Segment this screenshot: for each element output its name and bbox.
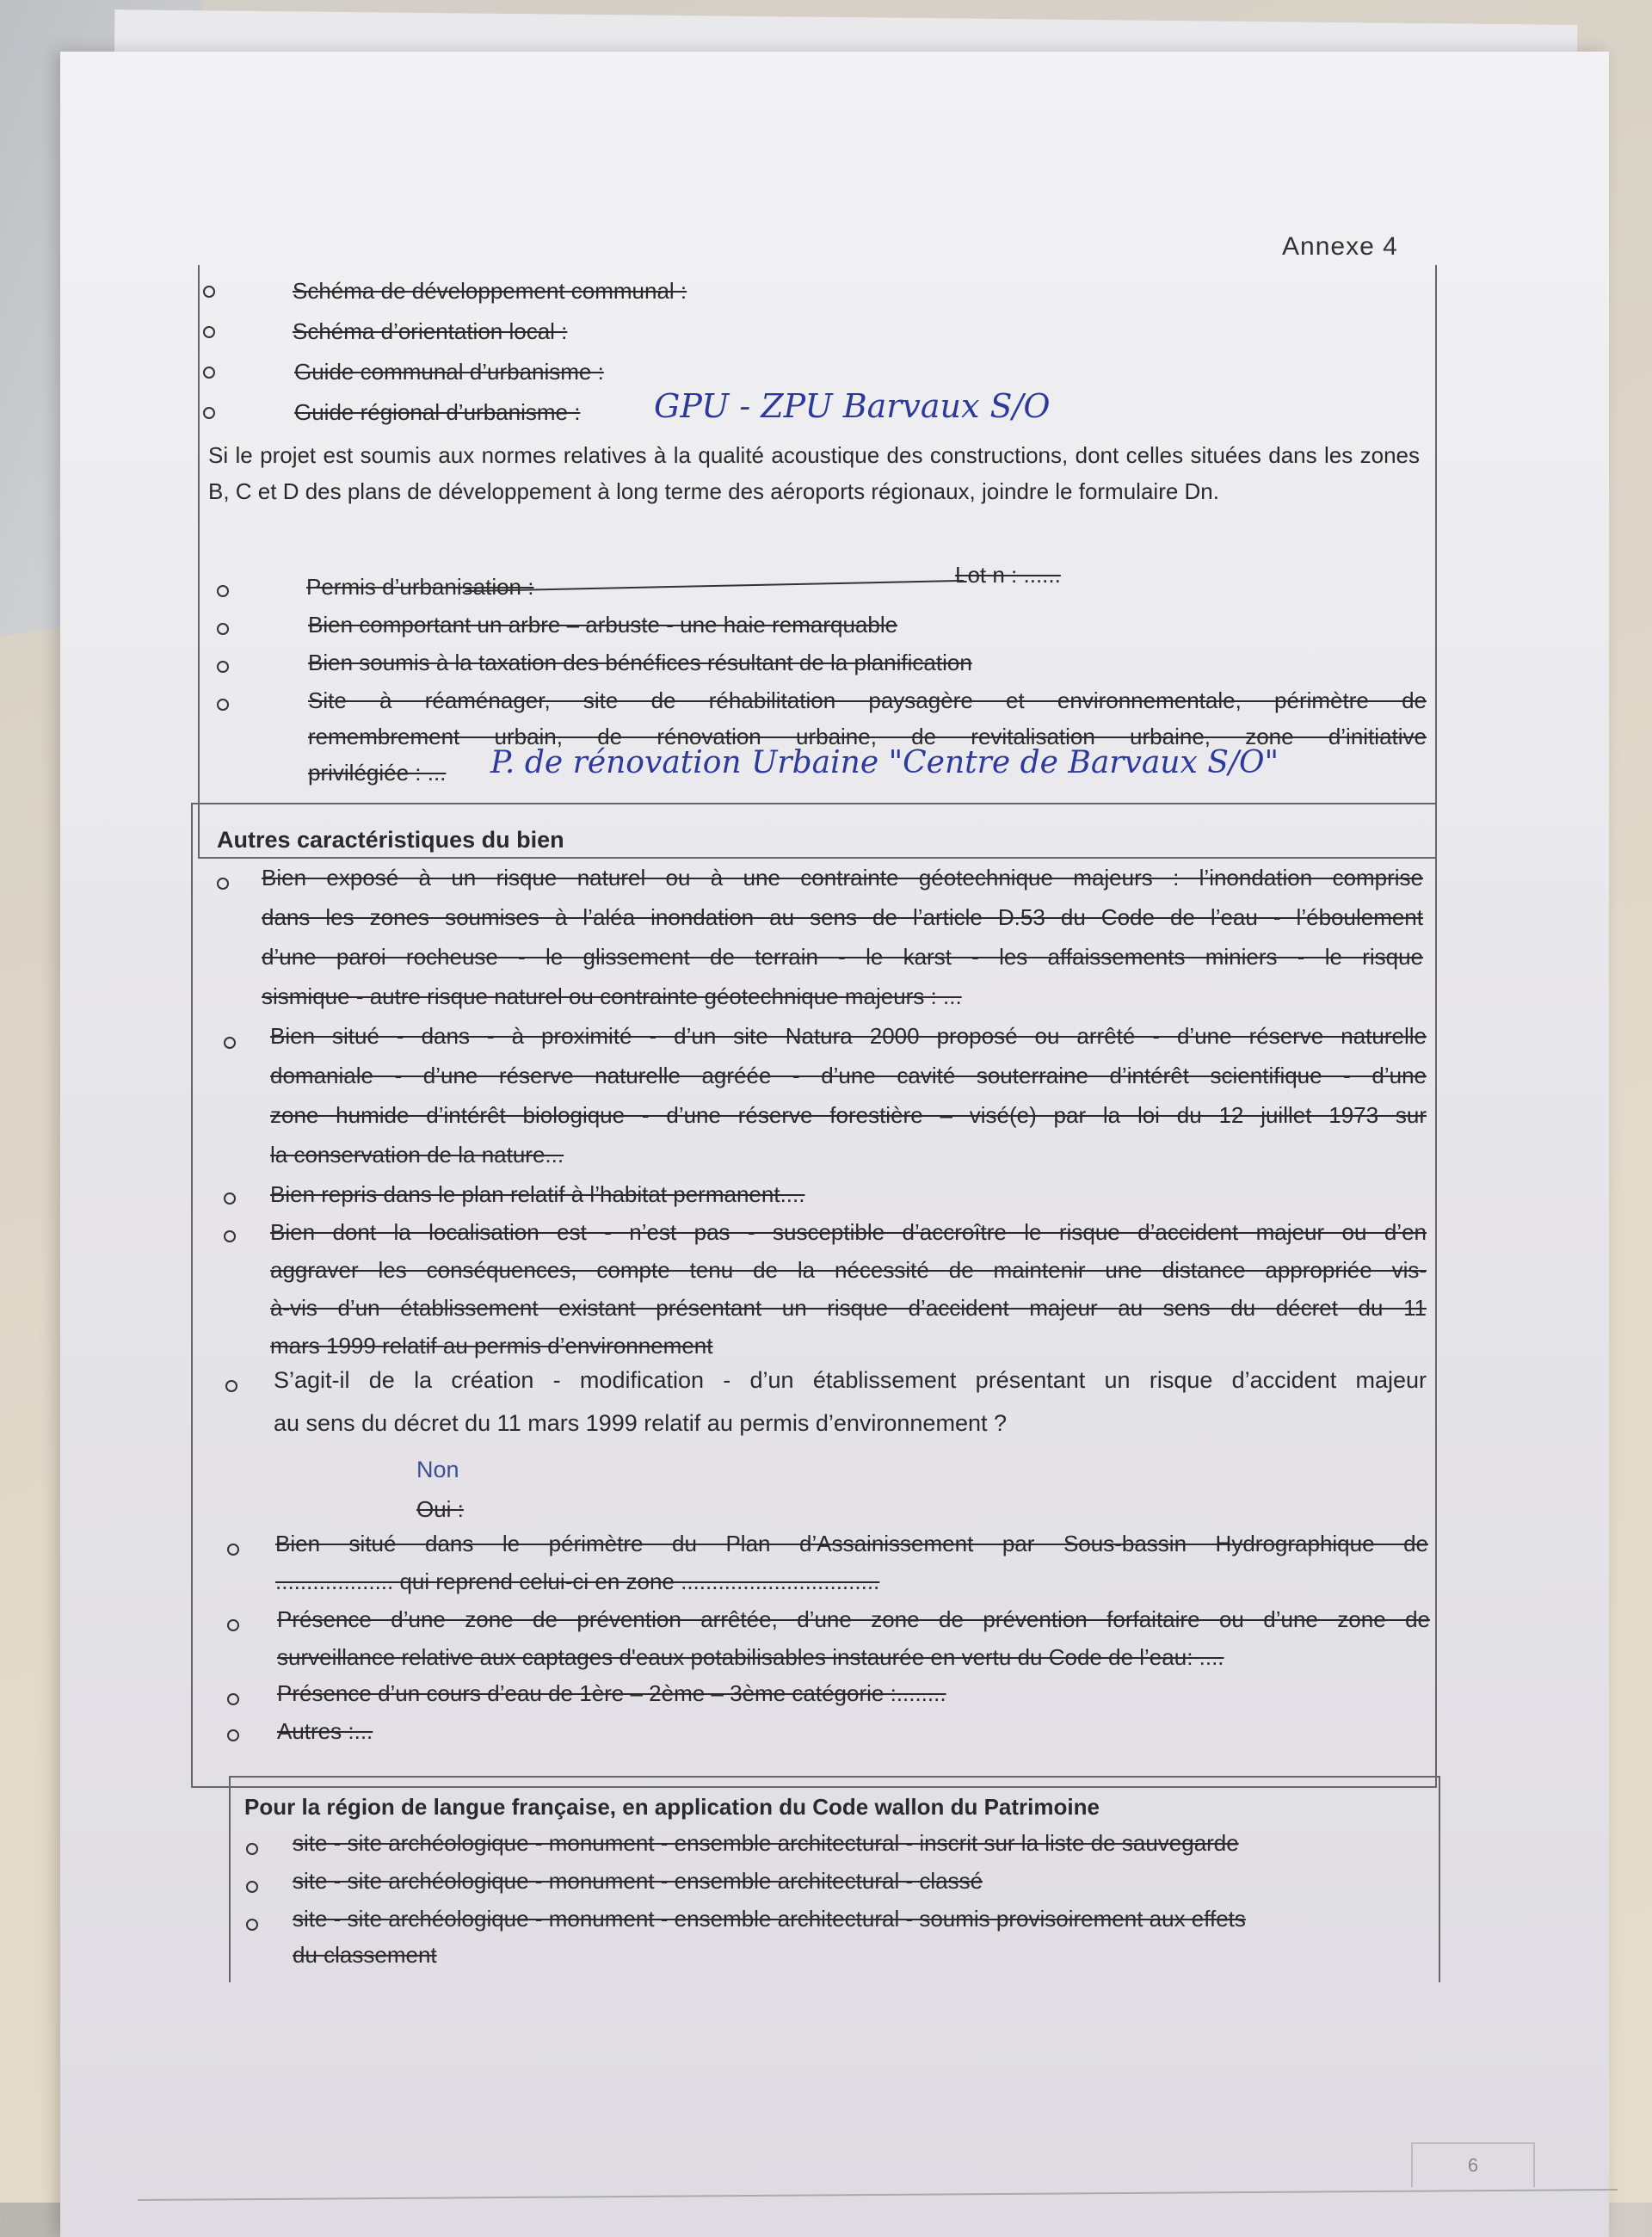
natura-l3: zone humide d’intérêt biologique - d’une réserve forestière – visé(e) par la loi du 12 juillet 1973 sur [270, 1102, 1427, 1128]
bullet [203, 367, 215, 379]
pash-l2: ................... qui reprend celui-ci en zone ................................ [275, 1568, 880, 1594]
bullet [203, 326, 215, 338]
localisation-l2: aggraver les conséquences, compte tenu de la nécessité de maintenir une distance appropriée vis- [270, 1257, 1427, 1283]
localisation-l4: mars 1999 relatif au permis d’environnement [270, 1333, 713, 1359]
page-number: 6 [1411, 2142, 1535, 2187]
item-lot: Lot n : ...... [955, 562, 1061, 588]
answer-oui: Oui : [416, 1496, 464, 1522]
bullet [224, 1037, 236, 1049]
patrimoine-l4: du classement [293, 1942, 437, 1968]
autres: Autres :... [277, 1718, 373, 1744]
bullet [227, 1693, 239, 1705]
prevention-l1: Présence d’une zone de prévention arrêtée, d’une zone de prévention forfaitaire ou d’une zone de [277, 1606, 1430, 1632]
natura-l4: la conservation de la nature... [270, 1142, 564, 1168]
bullet [203, 407, 215, 419]
bullet [246, 1843, 258, 1855]
risk-l1: Bien exposé à un risque naturel ou à une contrainte géotechnique majeurs : l’inondation comprise [262, 865, 1423, 890]
handwritten-renovation: P. de rénovation Urbaine "Centre de Barvaux S/O" [490, 745, 1279, 780]
item-guide-regional: Guide régional d’urbanisme : [294, 399, 581, 425]
bullet [225, 1380, 237, 1392]
bullet [246, 1919, 258, 1931]
bullet [246, 1881, 258, 1893]
patrimoine-l2: site - site archéologique - monument - ensemble architectural - classé [293, 1868, 983, 1894]
bullet [227, 1544, 239, 1556]
item-site-l2: remembrement urbain, de rénovation urbaine, de revitalisation urbaine, zone d’initiative [308, 724, 1427, 749]
accident-question-l1: S’agit-il de la création - modification - d’un établissement présentant un risque d’accident majeur [274, 1367, 1427, 1393]
item-guide-communal: Guide communal d’urbanisme : [294, 359, 604, 385]
bullet [203, 286, 215, 298]
localisation-l1: Bien dont la localisation est - n’est pas - susceptible d’accroître le risque d’accident majeur ou d’en [270, 1219, 1427, 1245]
bullet [224, 1230, 236, 1242]
risk-l4: sismique - autre risque naturel ou contrainte géotechnique majeurs : ... [262, 983, 962, 1009]
item-taxation: Bien soumis à la taxation des bénéfices résultant de la planification [308, 650, 972, 675]
risk-l2: dans les zones soumises à l’aléa inondation au sens de l’article D.53 du Code de l’eau - l’éboulement [262, 904, 1423, 930]
bullet [217, 661, 229, 673]
prevention-l2: surveillance relative aux captages d'eaux potabilisables instaurée en vertu du Code de l’eau: .... [277, 1644, 1224, 1670]
item-schema-dev: Schéma de développement communal : [293, 278, 687, 304]
patrimoine-l1: site - site archéologique - monument - ensemble architectural - inscrit sur la liste de sauvegarde [293, 1830, 1239, 1856]
bullet [224, 1192, 236, 1205]
accident-question-l2: au sens du décret du 11 mars 1999 relatif au permis d’environnement ? [274, 1410, 1007, 1436]
acoustic-paragraph: Si le projet est soumis aux normes relatives à la qualité acoustique des constructions, dont celles situées dans les zones B, C et D des plans de développement à long terme des aéroports régionaux, joindre le formulaire Dn. [208, 442, 1420, 504]
item-permis: Permis d’urbanisation : [306, 574, 534, 600]
cours-eau: Présence d’un cours d’eau de 1ère – 2ème – 3ème catégorie :........ [277, 1680, 946, 1706]
section-title-autres: Autres caractéristiques du bien [217, 827, 564, 853]
item-site-l1: Site à réaménager, site de réhabilitation paysagère et environnementale, périmètre de [308, 687, 1427, 713]
item-schema-orient: Schéma d’orientation local : [293, 318, 568, 344]
natura-l2: domaniale - d’une réserve naturelle agréée - d’une cavité souterraine d’intérêt scientifique - d’une [270, 1063, 1427, 1088]
section-title-patrimoine: Pour la région de langue française, en application du Code wallon du Patrimoine [244, 1794, 1100, 1820]
item-site-l3: privilégiée : ... [308, 760, 447, 786]
item-arbre: Bien comportant un arbre – arbuste - une haie remarquable [308, 612, 898, 638]
document-page [60, 52, 1609, 2237]
habitat-permanent: Bien repris dans le plan relatif à l’habitat permanent.... [270, 1181, 805, 1207]
pash-l1: Bien situé dans le périmètre du Plan d’Assainissement par Sous-bassin Hydrographique de [275, 1531, 1428, 1556]
bullet [217, 699, 229, 711]
natura-l1: Bien situé - dans - à proximité - d’un site Natura 2000 proposé ou arrêté - d’une réserve naturelle [270, 1023, 1427, 1049]
annexe-label: Annexe 4 [1282, 232, 1398, 261]
answer-non: Non [416, 1457, 459, 1482]
localisation-l3: à-vis d’un établissement existant présentant un risque d’accident majeur au sens du décret du 11 [270, 1295, 1427, 1321]
bullet [217, 623, 229, 635]
bullet [227, 1619, 239, 1631]
patrimoine-l3: site - site archéologique - monument - ensemble architectural - soumis provisoirement aux effets [293, 1906, 1246, 1932]
handwritten-gpu: GPU - ZPU Barvaux S/O [654, 387, 1051, 425]
bullet [227, 1729, 239, 1741]
bullet [217, 878, 229, 890]
bullet [217, 585, 229, 597]
footer-line [138, 2189, 1618, 2201]
risk-l3: d’une paroi rocheuse - le glissement de terrain - le karst - les affaissements miniers - le risque [262, 944, 1423, 970]
